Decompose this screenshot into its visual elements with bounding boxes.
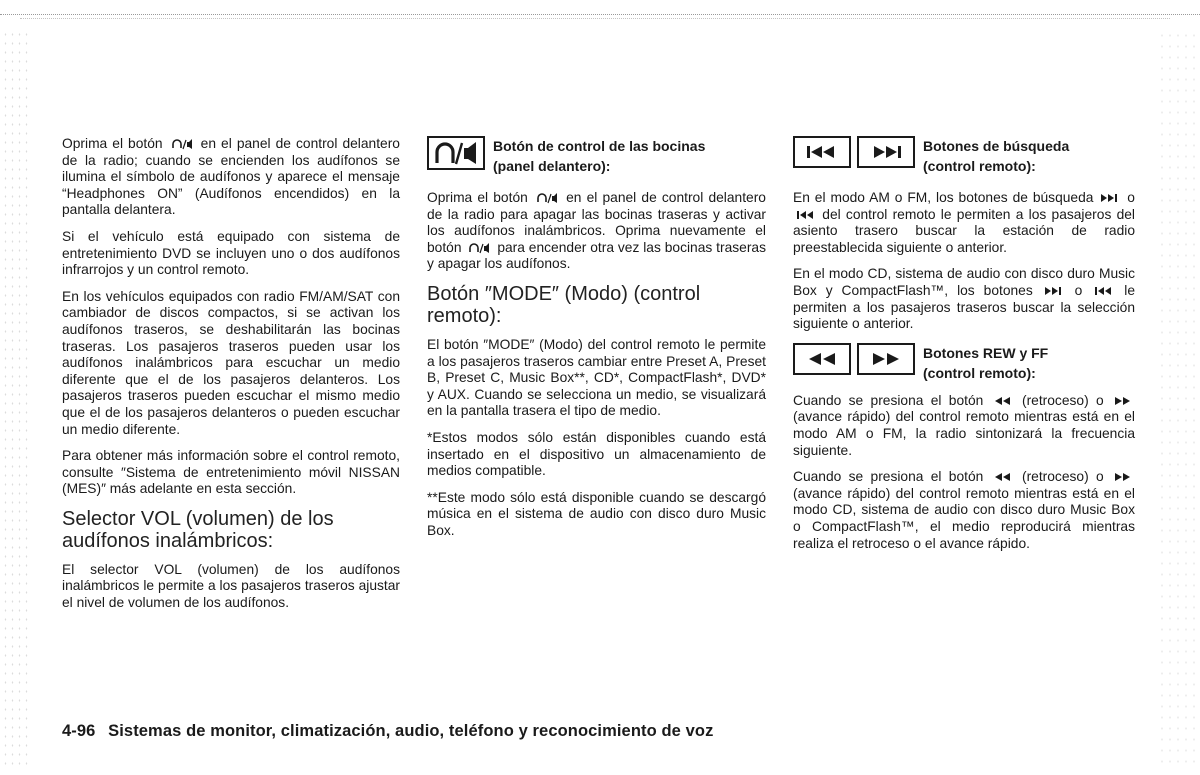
col3-p4-part1: Cuando se presiona el botón [793, 469, 984, 485]
col3-p2-part1: En el modo CD, sistema de audio con disco duro Music Box y CompactFlash™, los botones [793, 266, 1135, 298]
skip-back-icon [796, 210, 814, 220]
skip-forward-button-box [857, 136, 915, 168]
column-2 [427, 136, 766, 550]
scan-noise-left [2, 30, 32, 770]
col3-heading1-line2: (control remoto): [923, 158, 1036, 174]
col3-paragraph-3 [793, 393, 1135, 459]
rewind-icon [994, 396, 1012, 406]
col3-heading-search [923, 136, 1069, 176]
skip-forward-icon [1101, 193, 1119, 203]
column-1 [62, 136, 400, 622]
top-border [0, 14, 1200, 29]
col3-p2-part3: le permiten a los pasajeros traseros buscar la selección siguiente o anterior. [793, 282, 1135, 332]
rewind-icon [805, 351, 839, 367]
page-footer [62, 722, 713, 741]
speaker-control-button-box [427, 136, 485, 170]
footer-title: Sistemas de monitor, climatización, audio, teléfono y reconocimiento de voz [108, 722, 714, 740]
skip-forward-icon [869, 144, 903, 160]
col2-heading-line2: (panel delantero): [493, 158, 611, 174]
fast-forward-icon [1114, 472, 1132, 482]
col3-p3-part2: (retroceso) o [1021, 392, 1104, 408]
col3-p3-part3: (avance rápido) del control remoto mientras está en el modo AM o FM, la radio sintonizará la frecuencia siguiente. [793, 409, 1135, 458]
col3-paragraph-4 [793, 469, 1135, 552]
col2-p1-part3: para encender otra vez las bocinas traseras y apagar los audífonos. [427, 239, 767, 272]
scan-noise-right [1158, 30, 1198, 770]
col3-p4-part2: (retroceso) o [1021, 469, 1104, 485]
col3-heading-rewff-row [793, 343, 1135, 383]
headphone-speaker-icon [433, 140, 479, 166]
headphone-speaker-icon [468, 242, 490, 254]
col2-heading-row [427, 136, 766, 176]
col2-p1-part1: Oprima el botón [427, 190, 528, 205]
col3-heading2-line2: (control remoto): [923, 364, 1036, 381]
col2-heading-mode: Botón ″MODE″ (Modo) (control remoto): [427, 282, 701, 327]
col3-heading1-line1: Botones de búsqueda [923, 138, 1070, 154]
col3-paragraph-1 [793, 190, 1135, 256]
col2-paragraph-4: **Este modo sólo está disponible cuando se descargó música en el sistema de audio con disco duro Music Box. [427, 489, 766, 538]
headphone-speaker-icon [171, 138, 193, 150]
col1-paragraph-5: El selector VOL (volumen) de los audífonos inalámbricos le permite a los pasajeros traseros ajustar el nivel de volumen de los audífonos. [62, 561, 400, 611]
rewind-icon [994, 472, 1012, 482]
col3-p1-part2: o [1127, 190, 1135, 205]
skip-back-button-box [793, 136, 851, 168]
fast-forward-icon [869, 351, 903, 367]
skip-back-icon [1094, 286, 1112, 296]
skip-back-icon [805, 144, 839, 160]
fast-forward-icon [1114, 396, 1132, 406]
fast-forward-button-box [857, 343, 915, 375]
col3-p1-part3: del control remoto le permiten a los pasajeros del asiento trasero buscar la estación de radio preestablecida siguiente o anterior. [793, 206, 1136, 255]
col2-heading-line1: Botón de control de las bocinas [493, 138, 706, 154]
col1-paragraph-1 [62, 136, 400, 219]
skip-forward-icon [1045, 286, 1063, 296]
rewind-button-box [793, 343, 851, 375]
col1-p1-start: Oprima el botón [62, 136, 163, 151]
col1-paragraph-2: Si el vehículo está equipado con sistema de entretenimiento DVD se incluyen uno o dos audífonos infrarrojos y un control remoto. [62, 228, 400, 278]
col3-p1-part1: En el modo AM o FM, los botones de búsqueda [793, 190, 1094, 205]
col3-p4-part3: (avance rápido) del control remoto mientras está en el modo CD, sistema de audio con disco duro Music Box o CompactFlash™, el medio reproducirá mientras realiza el retroceso o el avance rápido. [793, 485, 1135, 551]
col3-p3-part1: Cuando se presiona el botón [793, 392, 984, 408]
col2-p1-part2: en el panel de control delantero de la radio para apagar las bocinas traseras y activar los audífonos inalámbricos. Oprima nuevamente el botón [427, 190, 766, 255]
col1-paragraph-3: En los vehículos equipados con radio FM/AM/SAT con cambiador de discos compactos, si se activan los audífonos traseros, se deshabilitarán las bocinas traseras. Los pasajeros traseros pueden usar los audífonos inalámbricos para escuchar un medio diferente que el de los pasajeros delanteros. Los pasajeros traseros pueden escuchar el mismo medio que el de los pasajeros delanteros o pueden escuchar un medio diferente. [62, 288, 400, 437]
column-3 [793, 136, 1135, 562]
col2-paragraph-2: El botón ″MODE″ (Modo) del control remoto le permite a los pasajeros traseros cambiar entre Preset A, Preset B, Preset C, Music Box**, CD*, CompactFlash*, DVD* y AUX. Cuando se selecciona un medio, se visualizará en la pantalla trasera el tipo de medio. [427, 336, 766, 419]
headphone-speaker-icon [536, 192, 558, 204]
col2-paragraph-3: *Estos modos sólo están disponibles cuando está insertado en el dispositivo un almacenamiento de medios compatible. [427, 429, 766, 479]
col1-heading-vol: Selector VOL (volumen) de los audífonos inalámbricos: [62, 507, 334, 552]
col2-heading-speakers [493, 136, 705, 176]
col3-heading-rewff [923, 343, 1048, 383]
col3-heading-search-row [793, 136, 1135, 176]
col1-paragraph-4: Para obtener más información sobre el control remoto, consulte ″Sistema de entretenimiento móvil NISSAN (MES)″ más adelante en esta sección. [62, 448, 400, 497]
col3-p2-part2: o [1074, 282, 1083, 298]
col2-paragraph-1 [427, 190, 766, 273]
col3-heading2-line1: Botones REW y FF [923, 344, 1049, 361]
page-number: 4-96 [62, 722, 96, 740]
col3-paragraph-2 [793, 266, 1135, 332]
col1-p1-end: en el panel de control delantero de la radio; cuando se encienden los audífonos se ilumina el símbolo de audífonos y aparece el mensaje “Headphones ON” (Audífonos encendidos) en la pantalla delantera. [62, 136, 400, 218]
